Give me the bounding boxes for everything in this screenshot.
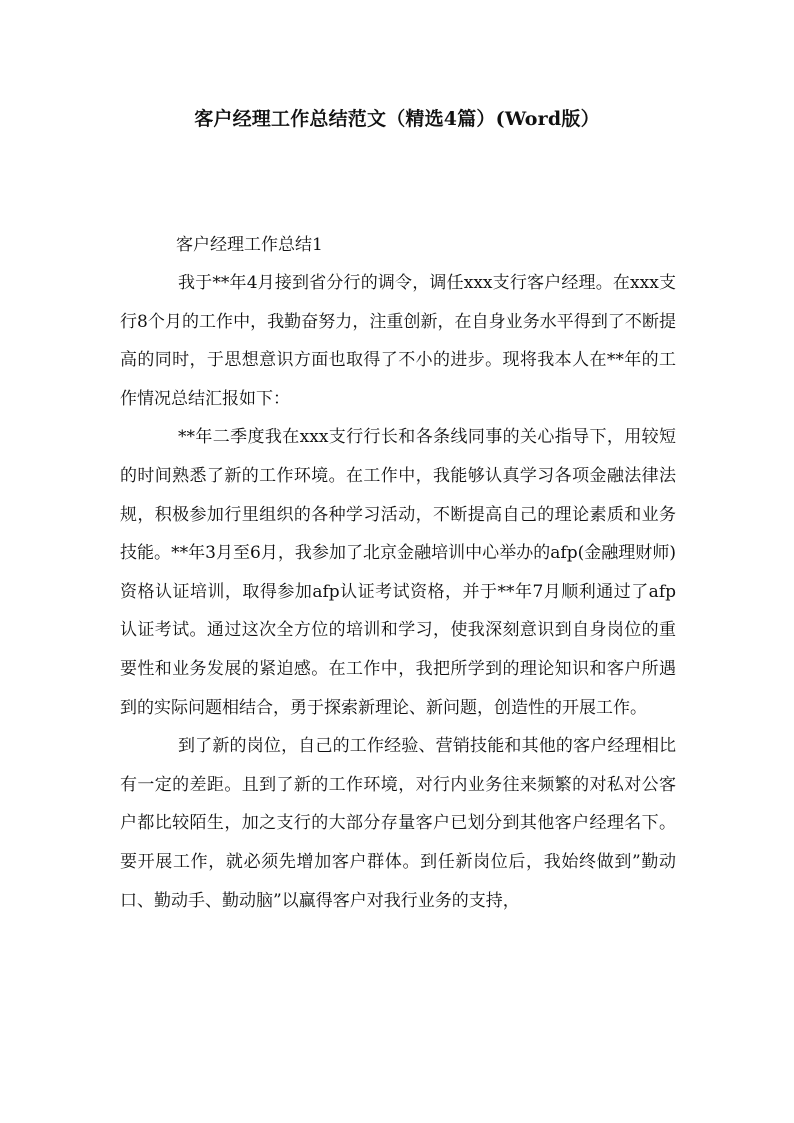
- paragraph-3: 到了新的岗位，自己的工作经验、营销技能和其他的客户经理相比有一定的差距。且到了新的工作环境，对行内业务往来频繁的对私对公客户都比较陌生，加之支行的大部分存量客户已划分到其他客户经理名下。要开展工作，就必须先增加客户群体。到任新岗位后，我始终做到”勤动口、勤动手、勤动脑”以赢得客户对我行业务的支持，: [120, 736, 676, 911]
- section-heading: 客户经理工作总结1: [176, 235, 323, 255]
- document-body: [120, 226, 676, 920]
- paragraph-2: **年二季度我在xxx支行行长和各条线同事的关心指导下，用较短的时间熟悉了新的工作环境。在工作中，我能够认真学习各项金融法律法规，积极参加行里组织的各种学习活动，不断提高自己的理论素质和业务技能。**年3月至6月，我参加了北京金融培训中心举办的afp(金融理财师)资格认证培训，取得参加afp认证考试资格，并于**年7月顺利通过了afp认证考试。通过这次全方位的培训和学习，使我深刻意识到自身岗位的重要性和业务发展的紧迫感。在工作中，我把所学到的理论知识和客户所遇到的实际问题相结合，勇于探索新理论、新问题，创造性的开展工作。: [120, 427, 676, 718]
- document-title: 客户经理工作总结范文（精选4篇）(Word版）: [194, 108, 600, 130]
- paragraph-1: 我于**年4月接到省分行的调令，调任xxx支行客户经理。在xxx支行8个月的工作中，我勤奋努力，注重创新，在自身业务水平得到了不断提高的同时，于思想意识方面也取得了不小的进步。现将我本人在**年的工作情况总结汇报如下：: [120, 273, 676, 409]
